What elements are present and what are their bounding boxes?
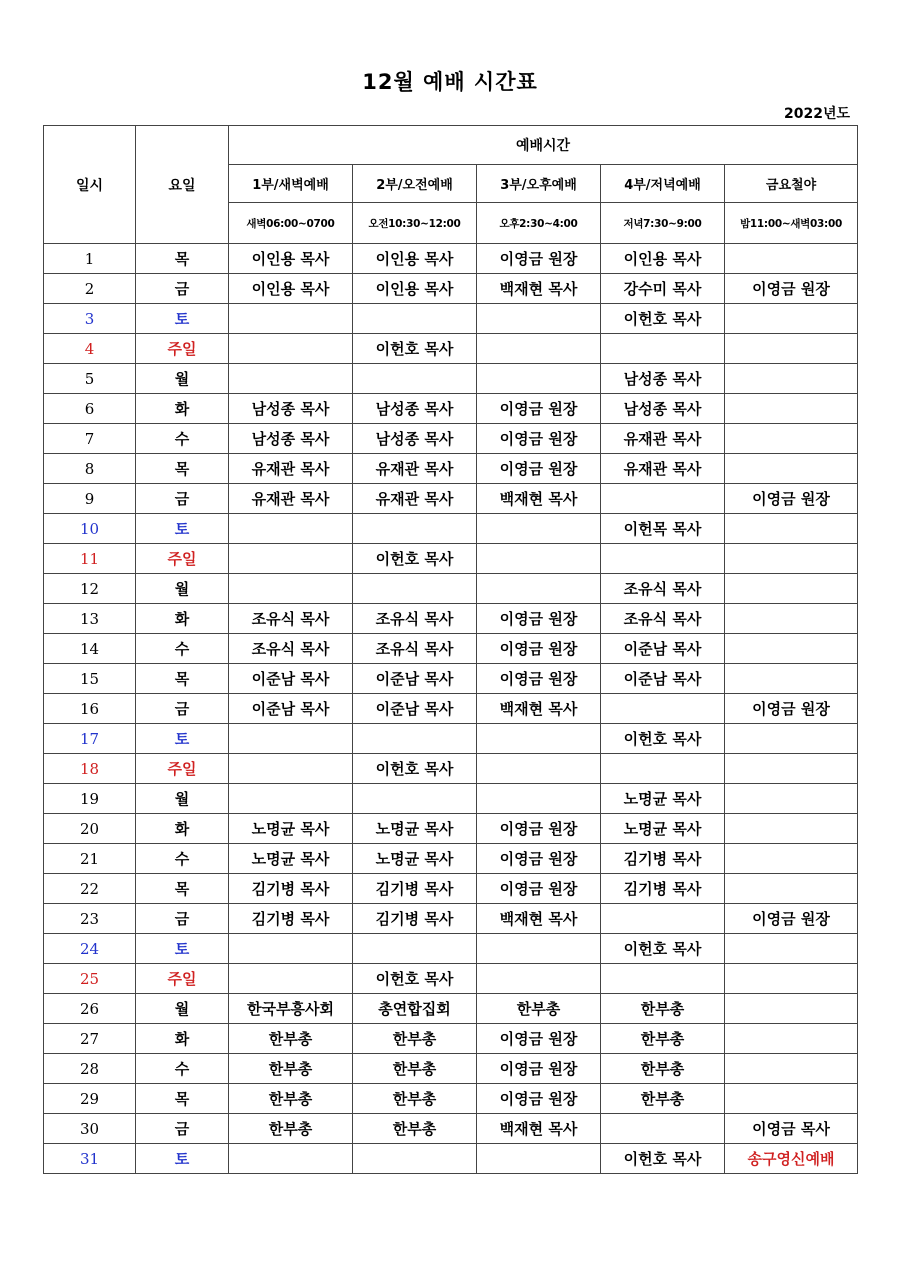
afternoon-service-cell <box>477 724 601 754</box>
date-cell: 19 <box>44 784 136 814</box>
weekday-cell: 화 <box>136 1024 229 1054</box>
weekday-cell: 토 <box>136 1144 229 1174</box>
afternoon-service-cell <box>477 544 601 574</box>
evening-service-cell: 조유식 목사 <box>601 604 725 634</box>
header-col2-label: 2부/오전예배 <box>353 165 477 203</box>
header-col3-time: 오후2:30~4:00 <box>477 203 601 244</box>
morning-service-cell: 이준남 목사 <box>353 694 477 724</box>
afternoon-service-cell: 이영금 원장 <box>477 424 601 454</box>
dawn-service-cell <box>229 364 353 394</box>
weekday-cell: 토 <box>136 514 229 544</box>
table-row <box>44 724 858 754</box>
dawn-service-cell: 이인용 목사 <box>229 244 353 274</box>
morning-service-cell: 한부총 <box>353 1024 477 1054</box>
morning-service-cell <box>353 574 477 604</box>
afternoon-service-cell: 이영금 원장 <box>477 1024 601 1054</box>
friday-vigil-cell <box>725 754 858 784</box>
date-cell: 14 <box>44 634 136 664</box>
morning-service-cell <box>353 364 477 394</box>
table-row <box>44 1024 858 1054</box>
header-col1-time: 새벽06:00~0700 <box>229 203 353 244</box>
morning-service-cell: 조유식 목사 <box>353 604 477 634</box>
date-cell: 13 <box>44 604 136 634</box>
table-row <box>44 994 858 1024</box>
friday-vigil-cell: 이영금 원장 <box>725 274 858 304</box>
table-row <box>44 544 858 574</box>
evening-service-cell: 남성종 목사 <box>601 394 725 424</box>
friday-vigil-cell: 이영금 원장 <box>725 694 858 724</box>
dawn-service-cell <box>229 934 353 964</box>
weekday-cell: 주일 <box>136 754 229 784</box>
friday-vigil-cell <box>725 844 858 874</box>
weekday-cell: 월 <box>136 574 229 604</box>
table-row <box>44 874 858 904</box>
afternoon-service-cell: 이영금 원장 <box>477 604 601 634</box>
friday-vigil-cell <box>725 964 858 994</box>
date-cell: 7 <box>44 424 136 454</box>
morning-service-cell: 한부총 <box>353 1054 477 1084</box>
date-cell: 22 <box>44 874 136 904</box>
friday-vigil-cell: 이영금 원장 <box>725 904 858 934</box>
weekday-cell: 목 <box>136 1084 229 1114</box>
table-row <box>44 694 858 724</box>
table-row <box>44 334 858 364</box>
date-cell: 2 <box>44 274 136 304</box>
date-cell: 4 <box>44 334 136 364</box>
evening-service-cell <box>601 484 725 514</box>
header-date: 일시 <box>44 126 136 244</box>
weekday-cell: 주일 <box>136 334 229 364</box>
evening-service-cell <box>601 694 725 724</box>
evening-service-cell: 조유식 목사 <box>601 574 725 604</box>
dawn-service-cell: 남성종 목사 <box>229 424 353 454</box>
friday-vigil-cell <box>725 664 858 694</box>
evening-service-cell: 한부총 <box>601 1054 725 1084</box>
friday-vigil-cell <box>725 1054 858 1084</box>
date-cell: 12 <box>44 574 136 604</box>
dawn-service-cell: 노명균 목사 <box>229 844 353 874</box>
schedule-table <box>43 125 858 1174</box>
date-cell: 29 <box>44 1084 136 1114</box>
schedule-body <box>44 244 858 1174</box>
evening-service-cell: 이인용 목사 <box>601 244 725 274</box>
table-row <box>44 274 858 304</box>
weekday-cell: 화 <box>136 814 229 844</box>
date-cell: 5 <box>44 364 136 394</box>
morning-service-cell: 이인용 목사 <box>353 274 477 304</box>
weekday-cell: 주일 <box>136 964 229 994</box>
morning-service-cell: 이헌호 목사 <box>353 754 477 784</box>
dawn-service-cell: 이준남 목사 <box>229 694 353 724</box>
table-row <box>44 364 858 394</box>
afternoon-service-cell <box>477 364 601 394</box>
dawn-service-cell: 유재관 목사 <box>229 484 353 514</box>
morning-service-cell: 조유식 목사 <box>353 634 477 664</box>
table-row <box>44 514 858 544</box>
dawn-service-cell <box>229 724 353 754</box>
table-row <box>44 1144 858 1174</box>
date-cell: 15 <box>44 664 136 694</box>
table-row <box>44 754 858 784</box>
dawn-service-cell: 조유식 목사 <box>229 604 353 634</box>
weekday-cell: 목 <box>136 874 229 904</box>
weekday-cell: 금 <box>136 1114 229 1144</box>
morning-service-cell: 이준남 목사 <box>353 664 477 694</box>
evening-service-cell <box>601 964 725 994</box>
afternoon-service-cell <box>477 934 601 964</box>
dawn-service-cell: 한부총 <box>229 1084 353 1114</box>
afternoon-service-cell: 이영금 원장 <box>477 394 601 424</box>
afternoon-service-cell: 이영금 원장 <box>477 874 601 904</box>
friday-vigil-cell <box>725 874 858 904</box>
table-row <box>44 904 858 934</box>
date-cell: 31 <box>44 1144 136 1174</box>
table-row <box>44 574 858 604</box>
table-row <box>44 784 858 814</box>
morning-service-cell <box>353 724 477 754</box>
morning-service-cell: 남성종 목사 <box>353 394 477 424</box>
friday-vigil-cell <box>725 724 858 754</box>
friday-vigil-cell <box>725 244 858 274</box>
dawn-service-cell <box>229 1144 353 1174</box>
dawn-service-cell: 조유식 목사 <box>229 634 353 664</box>
afternoon-service-cell <box>477 304 601 334</box>
dawn-service-cell: 이인용 목사 <box>229 274 353 304</box>
afternoon-service-cell: 이영금 원장 <box>477 634 601 664</box>
dawn-service-cell: 남성종 목사 <box>229 394 353 424</box>
dawn-service-cell <box>229 574 353 604</box>
weekday-cell: 금 <box>136 274 229 304</box>
friday-vigil-cell: 이영금 원장 <box>725 484 858 514</box>
morning-service-cell: 김기병 목사 <box>353 874 477 904</box>
weekday-cell: 목 <box>136 454 229 484</box>
morning-service-cell: 이헌호 목사 <box>353 334 477 364</box>
table-row <box>44 844 858 874</box>
afternoon-service-cell: 백재현 목사 <box>477 274 601 304</box>
table-row <box>44 424 858 454</box>
date-cell: 17 <box>44 724 136 754</box>
morning-service-cell: 한부총 <box>353 1084 477 1114</box>
date-cell: 3 <box>44 304 136 334</box>
dawn-service-cell: 한부총 <box>229 1114 353 1144</box>
afternoon-service-cell: 백재현 목사 <box>477 694 601 724</box>
evening-service-cell: 강수미 목사 <box>601 274 725 304</box>
afternoon-service-cell: 이영금 원장 <box>477 244 601 274</box>
weekday-cell: 월 <box>136 364 229 394</box>
afternoon-service-cell <box>477 1144 601 1174</box>
afternoon-service-cell: 이영금 원장 <box>477 664 601 694</box>
table-row <box>44 634 858 664</box>
weekday-cell: 화 <box>136 394 229 424</box>
afternoon-service-cell: 이영금 원장 <box>477 814 601 844</box>
afternoon-service-cell: 이영금 원장 <box>477 844 601 874</box>
date-cell: 20 <box>44 814 136 844</box>
header-col5-time: 밤11:00~새벽03:00 <box>725 203 858 244</box>
table-row <box>44 484 858 514</box>
morning-service-cell <box>353 514 477 544</box>
date-cell: 8 <box>44 454 136 484</box>
table-row <box>44 964 858 994</box>
friday-vigil-cell <box>725 814 858 844</box>
friday-vigil-cell <box>725 634 858 664</box>
dawn-service-cell <box>229 784 353 814</box>
morning-service-cell <box>353 784 477 814</box>
date-cell: 16 <box>44 694 136 724</box>
header-col3-label: 3부/오후예배 <box>477 165 601 203</box>
morning-service-cell <box>353 934 477 964</box>
evening-service-cell: 이헌호 목사 <box>601 934 725 964</box>
friday-vigil-cell <box>725 304 858 334</box>
dawn-service-cell: 노명균 목사 <box>229 814 353 844</box>
afternoon-service-cell: 백재현 목사 <box>477 1114 601 1144</box>
friday-vigil-cell: 송구영신예배 <box>725 1144 858 1174</box>
morning-service-cell: 남성종 목사 <box>353 424 477 454</box>
table-row <box>44 244 858 274</box>
header-col4-time: 저녁7:30~9:00 <box>601 203 725 244</box>
afternoon-service-cell <box>477 964 601 994</box>
dawn-service-cell: 한부총 <box>229 1024 353 1054</box>
weekday-cell: 토 <box>136 724 229 754</box>
weekday-cell: 금 <box>136 904 229 934</box>
date-cell: 9 <box>44 484 136 514</box>
afternoon-service-cell: 백재현 목사 <box>477 904 601 934</box>
friday-vigil-cell <box>725 574 858 604</box>
header-col4-label: 4부/저녁예배 <box>601 165 725 203</box>
friday-vigil-cell <box>725 364 858 394</box>
weekday-cell: 월 <box>136 784 229 814</box>
dawn-service-cell <box>229 334 353 364</box>
afternoon-service-cell <box>477 514 601 544</box>
afternoon-service-cell: 한부총 <box>477 994 601 1024</box>
afternoon-service-cell <box>477 574 601 604</box>
afternoon-service-cell: 백재현 목사 <box>477 484 601 514</box>
afternoon-service-cell: 이영금 원장 <box>477 454 601 484</box>
friday-vigil-cell <box>725 334 858 364</box>
table-row <box>44 934 858 964</box>
weekday-cell: 수 <box>136 844 229 874</box>
evening-service-cell: 이헌호 목사 <box>601 304 725 334</box>
afternoon-service-cell <box>477 754 601 784</box>
evening-service-cell: 유재관 목사 <box>601 424 725 454</box>
dawn-service-cell: 한부총 <box>229 1054 353 1084</box>
evening-service-cell: 노명균 목사 <box>601 784 725 814</box>
evening-service-cell <box>601 754 725 784</box>
header-col1-label: 1부/새벽예배 <box>229 165 353 203</box>
date-cell: 24 <box>44 934 136 964</box>
header-col5-label: 금요철야 <box>725 165 858 203</box>
morning-service-cell: 노명균 목사 <box>353 814 477 844</box>
dawn-service-cell <box>229 514 353 544</box>
weekday-cell: 토 <box>136 934 229 964</box>
date-cell: 28 <box>44 1054 136 1084</box>
dawn-service-cell: 이준남 목사 <box>229 664 353 694</box>
weekday-cell: 토 <box>136 304 229 334</box>
evening-service-cell <box>601 544 725 574</box>
header-service-time: 예배시간 <box>229 126 858 165</box>
date-cell: 18 <box>44 754 136 784</box>
afternoon-service-cell <box>477 334 601 364</box>
date-cell: 30 <box>44 1114 136 1144</box>
weekday-cell: 금 <box>136 694 229 724</box>
friday-vigil-cell <box>725 394 858 424</box>
evening-service-cell: 한부총 <box>601 1024 725 1054</box>
friday-vigil-cell <box>725 544 858 574</box>
date-cell: 10 <box>44 514 136 544</box>
morning-service-cell <box>353 304 477 334</box>
dawn-service-cell: 김기병 목사 <box>229 904 353 934</box>
table-row <box>44 454 858 484</box>
header-weekday: 요일 <box>136 126 229 244</box>
friday-vigil-cell <box>725 604 858 634</box>
weekday-cell: 주일 <box>136 544 229 574</box>
weekday-cell: 목 <box>136 244 229 274</box>
evening-service-cell: 이헌호 목사 <box>601 1144 725 1174</box>
date-cell: 25 <box>44 964 136 994</box>
evening-service-cell: 이준남 목사 <box>601 634 725 664</box>
evening-service-cell: 김기병 목사 <box>601 844 725 874</box>
dawn-service-cell <box>229 964 353 994</box>
header-col2-time: 오전10:30~12:00 <box>353 203 477 244</box>
morning-service-cell: 총연합집회 <box>353 994 477 1024</box>
weekday-cell: 수 <box>136 1054 229 1084</box>
date-cell: 21 <box>44 844 136 874</box>
friday-vigil-cell <box>725 424 858 454</box>
evening-service-cell: 이헌호 목사 <box>601 724 725 754</box>
afternoon-service-cell: 이영금 원장 <box>477 1054 601 1084</box>
table-row <box>44 304 858 334</box>
evening-service-cell <box>601 1114 725 1144</box>
evening-service-cell: 한부총 <box>601 994 725 1024</box>
evening-service-cell: 김기병 목사 <box>601 874 725 904</box>
evening-service-cell <box>601 904 725 934</box>
weekday-cell: 화 <box>136 604 229 634</box>
friday-vigil-cell: 이영금 목사 <box>725 1114 858 1144</box>
date-cell: 26 <box>44 994 136 1024</box>
morning-service-cell: 한부총 <box>353 1114 477 1144</box>
evening-service-cell: 한부총 <box>601 1084 725 1114</box>
evening-service-cell: 이준남 목사 <box>601 664 725 694</box>
friday-vigil-cell <box>725 1024 858 1054</box>
dawn-service-cell: 유재관 목사 <box>229 454 353 484</box>
dawn-service-cell: 한국부흥사회 <box>229 994 353 1024</box>
dawn-service-cell <box>229 754 353 784</box>
morning-service-cell: 유재관 목사 <box>353 484 477 514</box>
year-label: 2022년도 <box>783 106 850 122</box>
table-row <box>44 814 858 844</box>
morning-service-cell: 이헌호 목사 <box>353 964 477 994</box>
dawn-service-cell <box>229 304 353 334</box>
date-cell: 6 <box>44 394 136 424</box>
afternoon-service-cell: 이영금 원장 <box>477 1084 601 1114</box>
evening-service-cell <box>601 334 725 364</box>
morning-service-cell: 이인용 목사 <box>353 244 477 274</box>
weekday-cell: 월 <box>136 994 229 1024</box>
table-row <box>44 1084 858 1114</box>
friday-vigil-cell <box>725 1084 858 1114</box>
weekday-cell: 수 <box>136 634 229 664</box>
weekday-cell: 금 <box>136 484 229 514</box>
table-row <box>44 604 858 634</box>
morning-service-cell: 김기병 목사 <box>353 904 477 934</box>
afternoon-service-cell <box>477 784 601 814</box>
friday-vigil-cell <box>725 454 858 484</box>
evening-service-cell: 남성종 목사 <box>601 364 725 394</box>
table-row <box>44 1054 858 1084</box>
date-cell: 27 <box>44 1024 136 1054</box>
evening-service-cell: 이헌목 목사 <box>601 514 725 544</box>
evening-service-cell: 노명균 목사 <box>601 814 725 844</box>
friday-vigil-cell <box>725 514 858 544</box>
weekday-cell: 수 <box>136 424 229 454</box>
date-cell: 1 <box>44 244 136 274</box>
morning-service-cell: 이헌호 목사 <box>353 544 477 574</box>
table-row <box>44 1114 858 1144</box>
evening-service-cell: 유재관 목사 <box>601 454 725 484</box>
weekday-cell: 목 <box>136 664 229 694</box>
date-cell: 23 <box>44 904 136 934</box>
table-row <box>44 394 858 424</box>
morning-service-cell <box>353 1144 477 1174</box>
page-title: 12월 예배 시간표 <box>362 70 538 94</box>
friday-vigil-cell <box>725 784 858 814</box>
morning-service-cell: 유재관 목사 <box>353 454 477 484</box>
dawn-service-cell: 김기병 목사 <box>229 874 353 904</box>
friday-vigil-cell <box>725 994 858 1024</box>
table-row <box>44 664 858 694</box>
friday-vigil-cell <box>725 934 858 964</box>
date-cell: 11 <box>44 544 136 574</box>
dawn-service-cell <box>229 544 353 574</box>
morning-service-cell: 노명균 목사 <box>353 844 477 874</box>
